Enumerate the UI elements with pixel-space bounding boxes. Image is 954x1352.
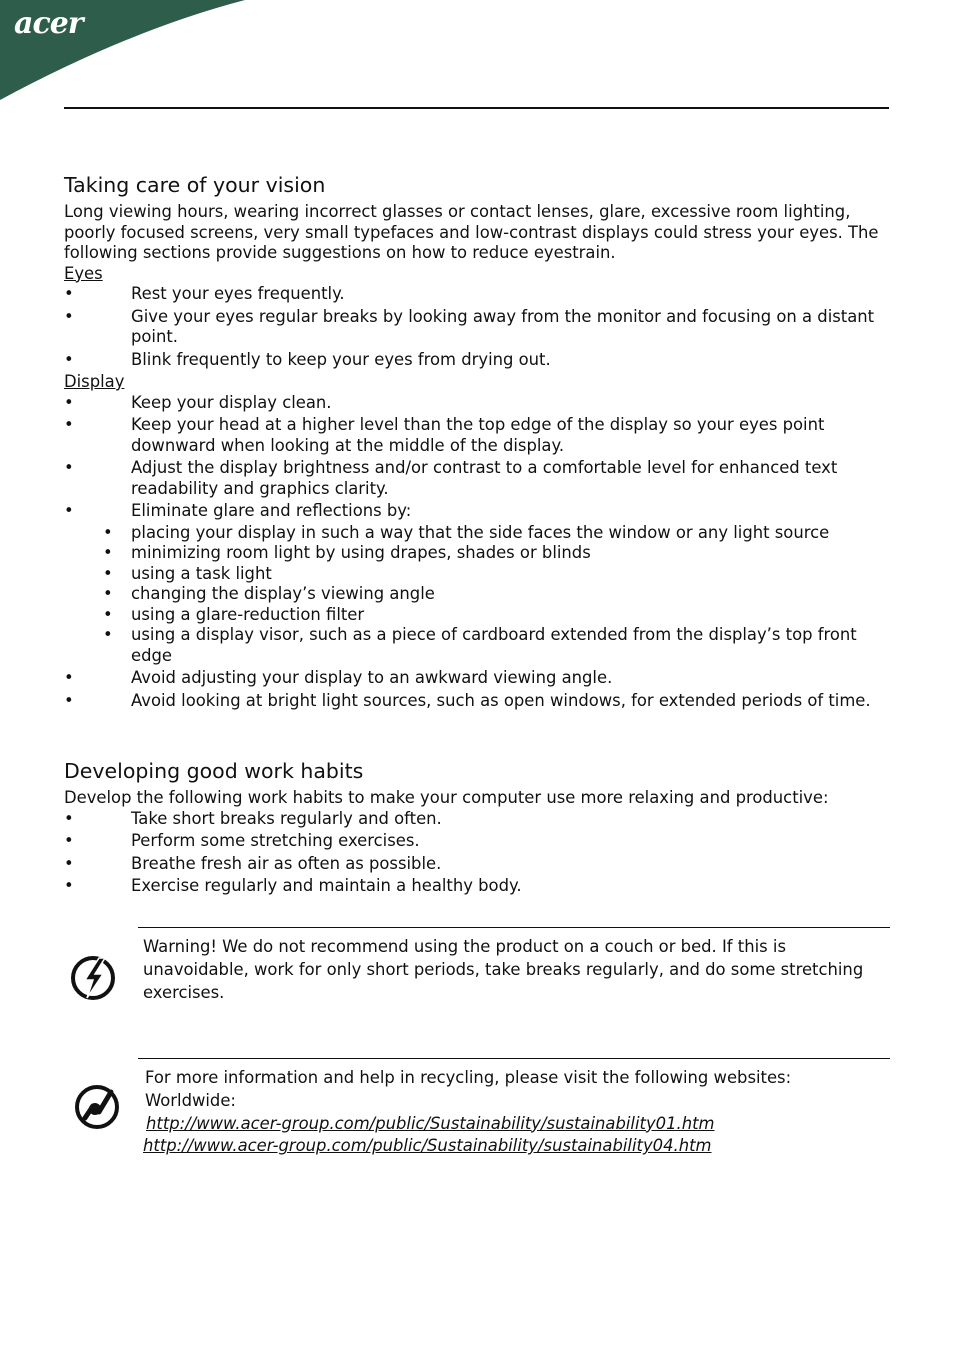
warning-note bbox=[138, 927, 890, 1004]
list-item: • Take short breaks regularly and often. bbox=[64, 809, 888, 830]
recycling-note bbox=[138, 1058, 890, 1158]
list-item: • Blink frequently to keep your eyes from drying out. bbox=[64, 350, 888, 371]
list-item: • Exercise regularly and maintain a healthy body. bbox=[64, 876, 888, 897]
list-item: • Perform some stretching exercises. bbox=[64, 831, 888, 852]
warning-bolt-icon bbox=[70, 952, 118, 1002]
list-item: • using a glare-reduction filter bbox=[64, 605, 888, 626]
warning-text: Warning! We do not recommend using the product on a couch or bed. If this is unavoidable, work for only short periods, take breaks regularly, and do some stretching exercises. bbox=[143, 937, 864, 1002]
list-item: • Avoid looking at bright light sources, such as open windows, for extended periods of time. bbox=[64, 691, 888, 712]
list-item: • changing the display’s viewing angle bbox=[64, 584, 888, 605]
header-rule bbox=[64, 107, 889, 109]
recycling-link-1[interactable]: http://www.acer-group.com/public/Sustainability/sustainability01.htm bbox=[146, 1113, 715, 1133]
list-item bbox=[64, 501, 888, 666]
eyes-list bbox=[64, 284, 888, 370]
display-list bbox=[64, 393, 888, 712]
main-content bbox=[64, 172, 888, 899]
list-item: • using a task light bbox=[64, 564, 888, 585]
vision-intro: Long viewing hours, wearing incorrect glasses or contact lenses, glare, excessive room lighting, poorly focused screens, very small typefaces and low-contrast displays could stress your eyes. The following sections provide suggestions on how to reduce eyestrain. bbox=[64, 202, 879, 262]
habits-title: Developing good work habits bbox=[64, 759, 364, 783]
list-item: • Keep your display clean. bbox=[64, 393, 888, 414]
list-item: • Breathe fresh air as often as possible. bbox=[64, 854, 888, 875]
glare-intro: Eliminate glare and reflections by: bbox=[131, 501, 412, 520]
glare-list bbox=[131, 523, 888, 667]
habits-intro: Develop the following work habits to make your computer use more relaxing and productive: bbox=[64, 788, 829, 807]
vision-title: Taking care of your vision bbox=[64, 173, 326, 197]
recycling-link-2[interactable]: http://www.acer-group.com/public/Sustainability/sustainability04.htm bbox=[143, 1136, 712, 1156]
list-item: • minimizing room light by using drapes, shades or blinds bbox=[64, 543, 888, 564]
habits-list bbox=[64, 809, 888, 897]
list-item: • Give your eyes regular breaks by looking away from the monitor and focusing on a distant point. bbox=[64, 307, 888, 348]
display-heading: Display bbox=[64, 372, 125, 391]
list-item: • Keep your head at a higher level than the top edge of the display so your eyes point downward when looking at the middle of the display. bbox=[64, 415, 888, 456]
list-item: • using a display visor, such as a piece of cardboard extended from the display’s top front edge bbox=[64, 625, 888, 666]
list-item: • Adjust the display brightness and/or contrast to a comfortable level for enhanced text readability and graphics clarity. bbox=[64, 458, 888, 499]
note-icon bbox=[73, 1082, 123, 1132]
recycling-text: For more information and help in recycling, please visit the following websites: bbox=[145, 1068, 792, 1087]
list-item: • Rest your eyes frequently. bbox=[64, 284, 888, 305]
acer-logo: acer bbox=[14, 6, 83, 41]
list-item: • placing your display in such a way that the side faces the window or any light source bbox=[64, 523, 888, 544]
eyes-heading: Eyes bbox=[64, 263, 103, 283]
recycling-label: Worldwide: bbox=[145, 1090, 236, 1110]
list-item: • Avoid adjusting your display to an awkward viewing angle. bbox=[64, 668, 888, 689]
